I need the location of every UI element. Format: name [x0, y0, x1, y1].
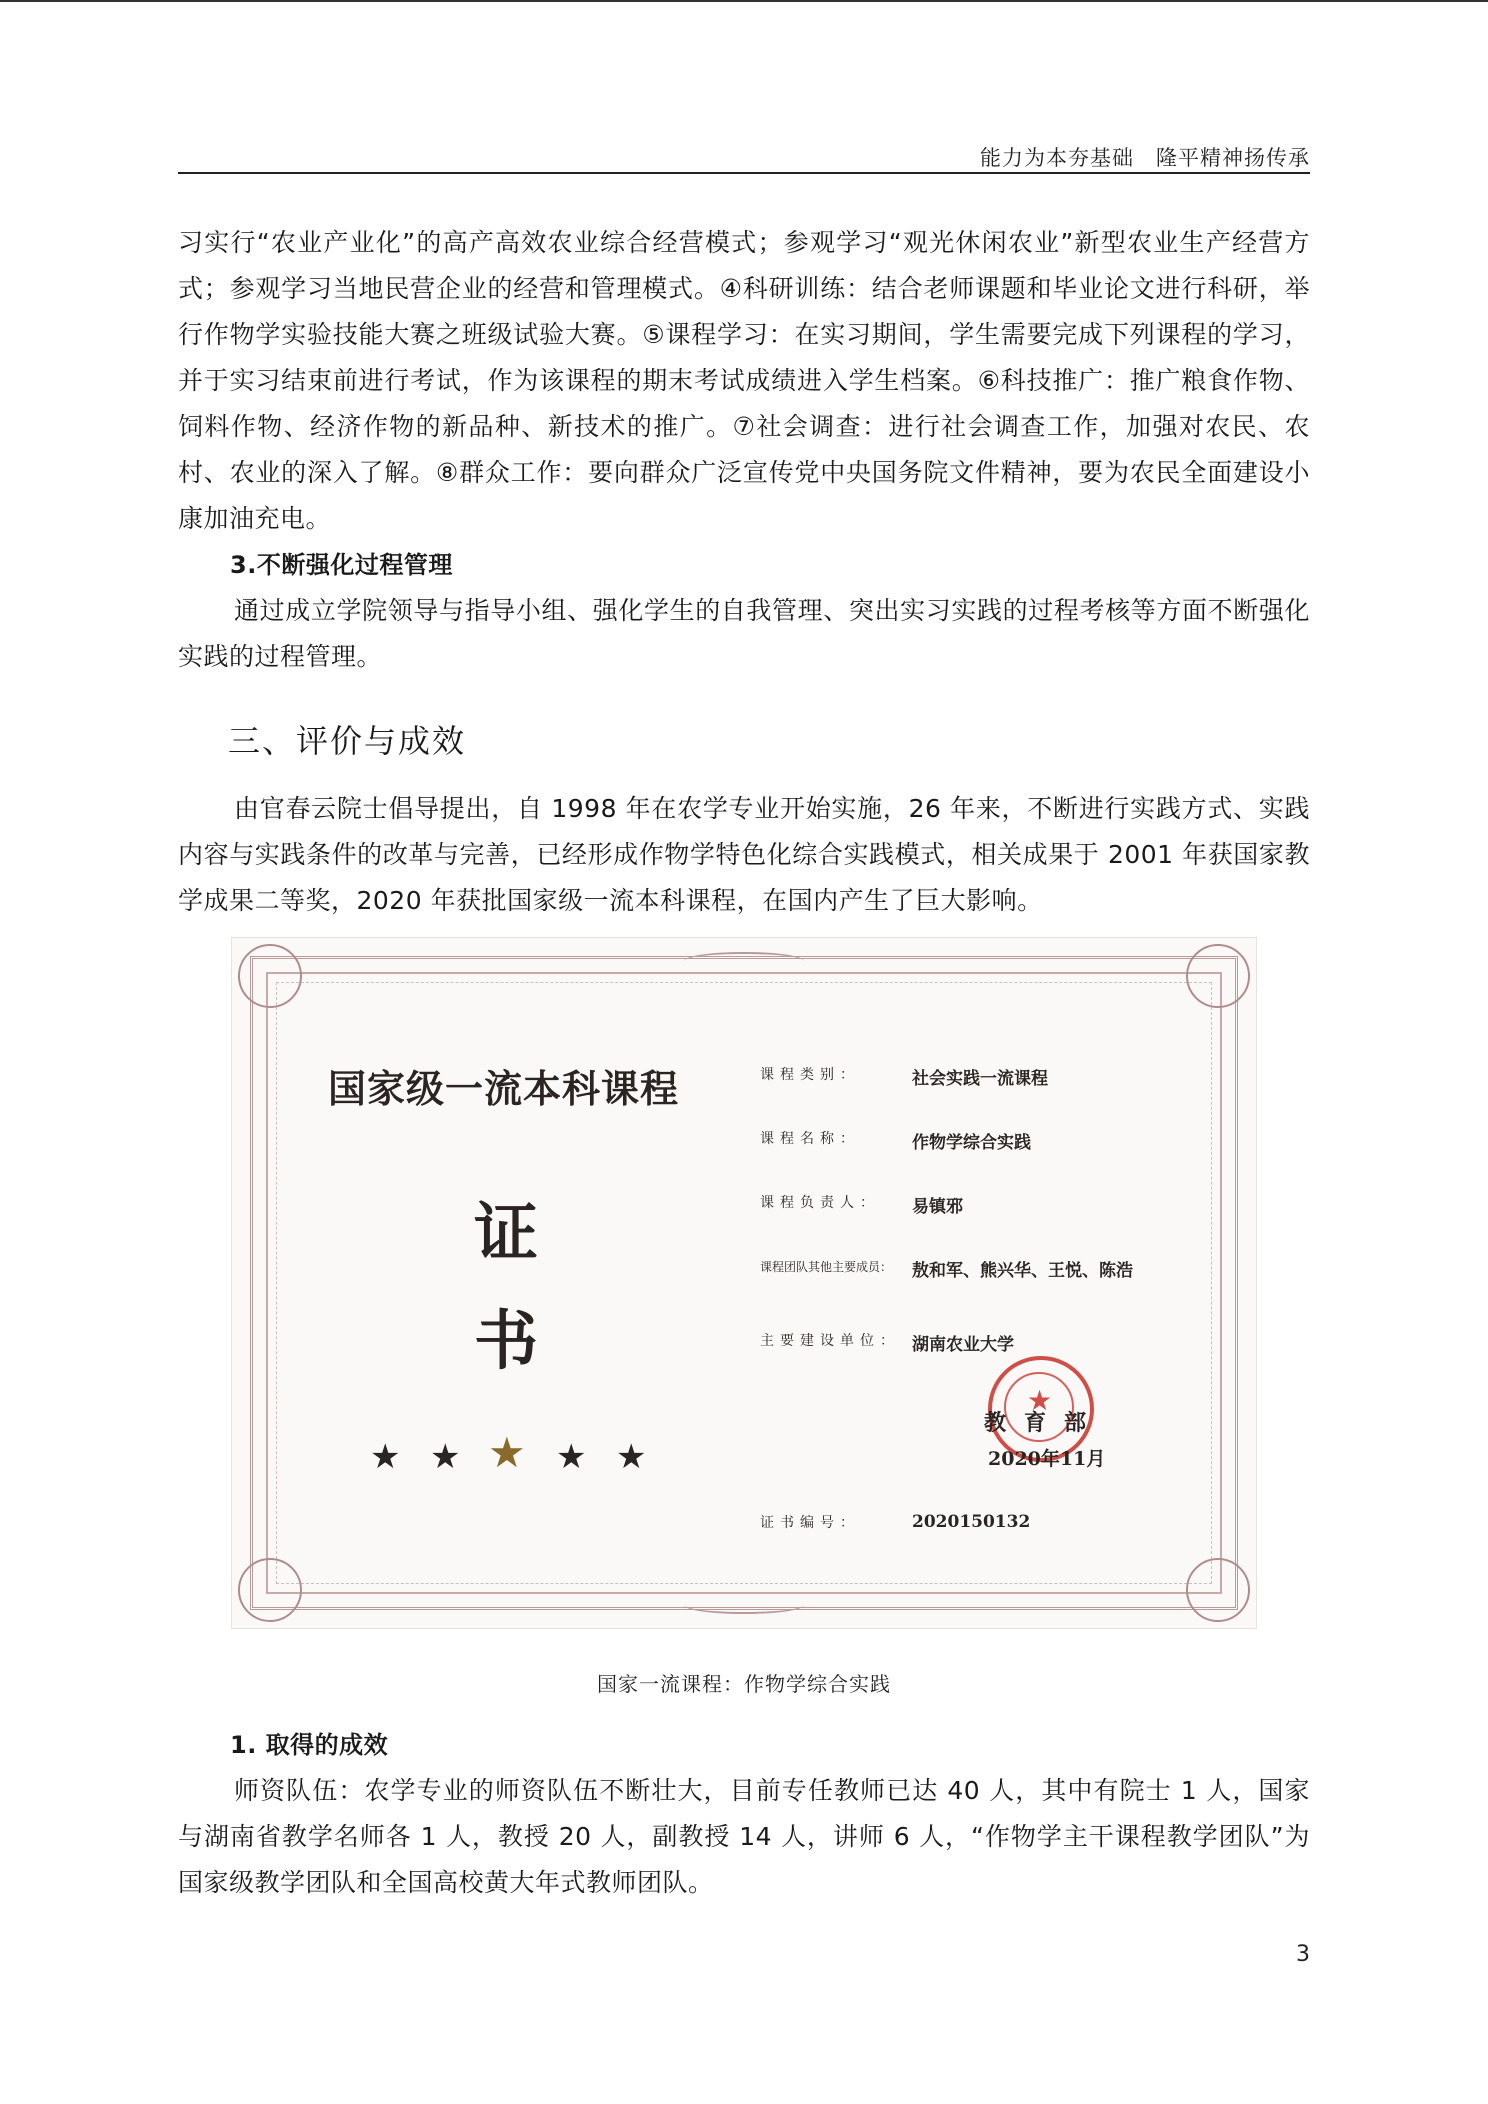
paragraph-faculty: 师资队伍：农学专业的师资队伍不断壮大，目前专任教师已达 40 人，其中有院士 1 人，国家与湖南省教学名师各 1 人，教授 20 人，副教授 14 人，讲师 6 人，“作物学主干课程教学团队”为国家级教学团队和全国高校黄大年式教师团队。 [178, 1776, 1310, 1897]
section-title: 三、评价与成效 [228, 722, 467, 760]
seal-organization: 教育部 [984, 1410, 1105, 1436]
certificate-date: 2020年11月 [988, 1448, 1106, 1470]
field-course-lead: 课程负责人： 易镇邪 [760, 1195, 963, 1217]
bottom-ornament-icon [684, 1596, 804, 1614]
running-header [178, 140, 1310, 176]
star-icon: ★ [488, 1428, 526, 1477]
corner-ornament-icon [1186, 944, 1250, 1008]
paragraph-process-management: 通过成立学院领导与指导小组、强化学生的自我管理、突出实习实践的过程考核等方面不断强化实践的过程管理。 [178, 596, 1310, 671]
top-ornament-icon [684, 952, 804, 970]
top-body-block [178, 220, 1310, 680]
star-icon: ★ [430, 1437, 461, 1477]
page-number: 3 [1296, 1942, 1310, 1967]
field-certificate-number: 证书编号： 2020150132 [760, 1512, 1031, 1532]
certificate-char-zheng: 证 [474, 1196, 538, 1271]
corner-ornament-icon [1186, 1558, 1250, 1622]
star-icon: ★ [556, 1437, 587, 1477]
field-institution: 主要建设单位： 湖南农业大学 [760, 1333, 1014, 1355]
certificate-title: 国家级一流本科课程 [328, 1066, 680, 1111]
figure-caption: 国家一流课程：作物学综合实践 [597, 1672, 891, 1696]
paragraph-continued: 习实行“农业产业化”的高产高效农业综合经营模式；参观学习“观光休闲农业”新型农业生产经营方式；参观学习当地民营企业的经营和管理模式。④科研训练：结合老师课题和毕业论文进行科研，举行作物学实验技能大赛之班级试验大赛。⑤课程学习：在实习期间，学生需要完成下列课程的学习，并于实习结束前进行考试，作为该课程的期末考试成绩进入学生档案。⑥科技推广：推广粮食作物、饲料作物、经济作物的新品种、新技术的推广。⑦社会调查：进行社会调查工作，加强对农民、农村、农业的深入了解。⑧群众工作：要向群众广泛宣传党中央国务院文件精神，要为农民全面建设小康加油充电。 [178, 228, 1310, 533]
subheading-process-management: 3.不断强化过程管理 [230, 551, 453, 579]
header-rule [178, 172, 1310, 174]
certificate-image [232, 938, 1256, 1628]
field-course-name: 课程名称： 作物学综合实践 [760, 1131, 1031, 1153]
corner-ornament-icon [238, 944, 302, 1008]
field-team-members: 课程团队其他主要成员： 敖和军、熊兴华、王悦、陈浩 [760, 1260, 1133, 1281]
certificate-char-shu: 书 [474, 1304, 538, 1379]
field-course-category: 课程类别： 社会实践一流课程 [760, 1067, 1048, 1089]
header-title: 能力为本夯基础 隆平精神扬传承 [980, 146, 1310, 170]
corner-ornament-icon [238, 1558, 302, 1622]
page-top-border [0, 0, 1488, 2]
eval-body-block [178, 786, 1310, 924]
paragraph-evaluation: 由官春云院士倡导提出，自 1998 年在农学专业开始实施，26 年来，不断进行实践方式、实践内容与实践条件的改革与完善，已经形成作物学特色化综合实践模式，相关成果于 2001 年获国家教学成果二等奖，2020 年获批国家级一流本科课程，在国内产生了巨大影响。 [178, 794, 1310, 915]
star-icon: ★ [370, 1437, 401, 1477]
seal-star-icon: ★ [1027, 1384, 1053, 1417]
achievement-body-block [178, 1722, 1310, 1906]
star-row [370, 1428, 670, 1480]
star-icon: ★ [616, 1437, 647, 1477]
subheading-achievements: 1. 取得的成效 [230, 1731, 389, 1759]
